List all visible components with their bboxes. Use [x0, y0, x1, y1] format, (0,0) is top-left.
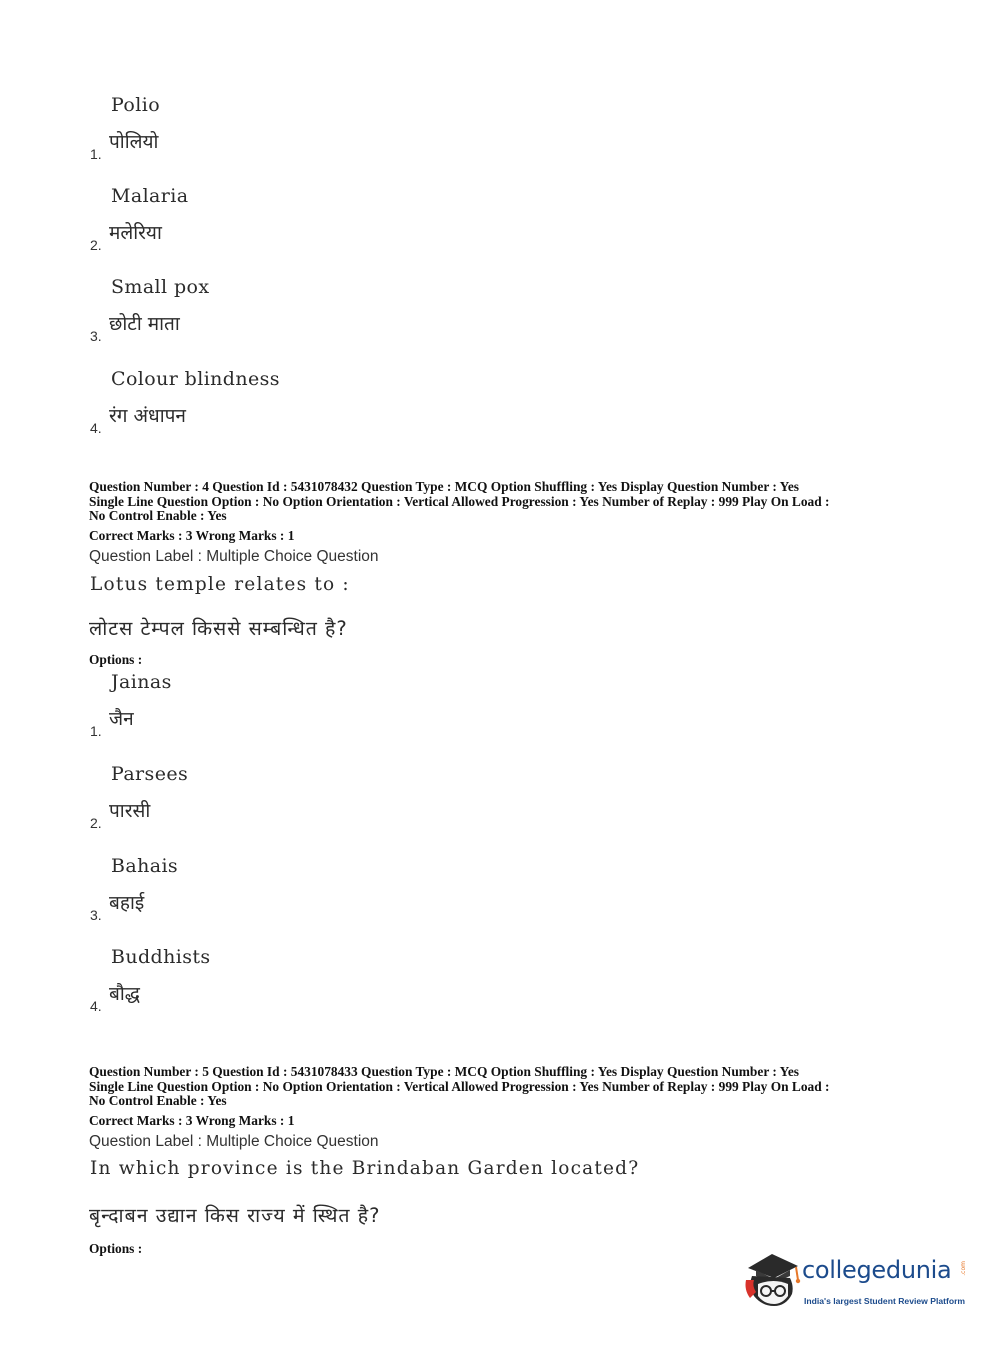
option-text-en: Small pox	[111, 276, 210, 298]
option-text-en: Bahais	[111, 855, 179, 877]
question-5-meta	[89, 1065, 919, 1109]
option-text-en: Colour blindness	[111, 368, 280, 390]
option-number: 1.	[90, 723, 102, 739]
option-number: 4.	[90, 998, 102, 1014]
meta-line: Question Number : 5 Question Id : 5431078433 Question Type : MCQ Option Shuffling : Yes Display Question Number : Yes	[89, 1064, 800, 1079]
option-text-en: Polio	[111, 94, 161, 116]
meta-line: No Control Enable : Yes	[89, 1093, 227, 1109]
meta-line: Single Line Question Option : No Option Orientation : Vertical Allowed Progression : Yes Number of Replay : 999 Play On Load :	[89, 493, 830, 509]
option-text-hi: मलेरिया	[109, 222, 162, 244]
question-5-text-en: In which province is the Brindaban Garden located?	[90, 1158, 640, 1179]
student-mascot-icon	[742, 1246, 806, 1310]
option-number: 2.	[90, 237, 102, 253]
logo-domain-suffix: .com	[960, 1261, 967, 1276]
option-text-hi: बौद्ध	[109, 983, 140, 1005]
meta-line: Question Number : 4 Question Id : 5431078432 Question Type : MCQ Option Shuffling : Yes Display Question Number : Yes	[89, 479, 800, 494]
question-4-options-label: Options :	[89, 652, 143, 667]
option-text-en: Malaria	[111, 185, 189, 207]
question-4-text-en: Lotus temple relates to :	[90, 574, 350, 595]
option-number: 2.	[90, 815, 102, 831]
question-5-options-label: Options :	[89, 1241, 143, 1256]
option-number: 4.	[90, 420, 102, 436]
question-5-label: Question Label : Multiple Choice Question	[89, 1133, 379, 1150]
option-number: 1.	[90, 146, 102, 162]
option-text-en: Jainas	[111, 671, 172, 693]
question-5-text-hi: बृन्दाबन उद्यान किस राज्य में स्थित है?	[89, 1204, 381, 1227]
option-number: 3.	[90, 328, 102, 344]
meta-line: No Control Enable : Yes	[89, 508, 227, 524]
question-4-meta	[89, 480, 919, 524]
option-text-en: Buddhists	[111, 946, 211, 968]
logo-wordmark: collegedunia	[802, 1256, 952, 1284]
option-text-hi: पोलियो	[109, 131, 159, 153]
question-4-marks: Correct Marks : 3 Wrong Marks : 1	[89, 528, 295, 543]
option-text-hi: बहाई	[109, 892, 145, 914]
question-4-label: Question Label : Multiple Choice Question	[89, 548, 379, 565]
question-5-marks: Correct Marks : 3 Wrong Marks : 1	[89, 1113, 295, 1128]
collegedunia-logo	[742, 1246, 977, 1322]
option-text-hi: पारसी	[109, 800, 151, 822]
option-text-hi: छोटी माता	[109, 313, 180, 335]
option-text-en: Parsees	[111, 763, 189, 785]
meta-line: Single Line Question Option : No Option Orientation : Vertical Allowed Progression : Yes Number of Replay : 999 Play On Load :	[89, 1078, 830, 1094]
logo-tagline: India's largest Student Review Platform	[804, 1296, 966, 1306]
option-text-hi: रंग अंधापन	[109, 405, 186, 427]
option-text-hi: जैन	[109, 708, 134, 730]
question-4-text-hi: लोटस टेम्पल किससे सम्बन्धित है?	[89, 617, 348, 640]
option-number: 3.	[90, 907, 102, 923]
